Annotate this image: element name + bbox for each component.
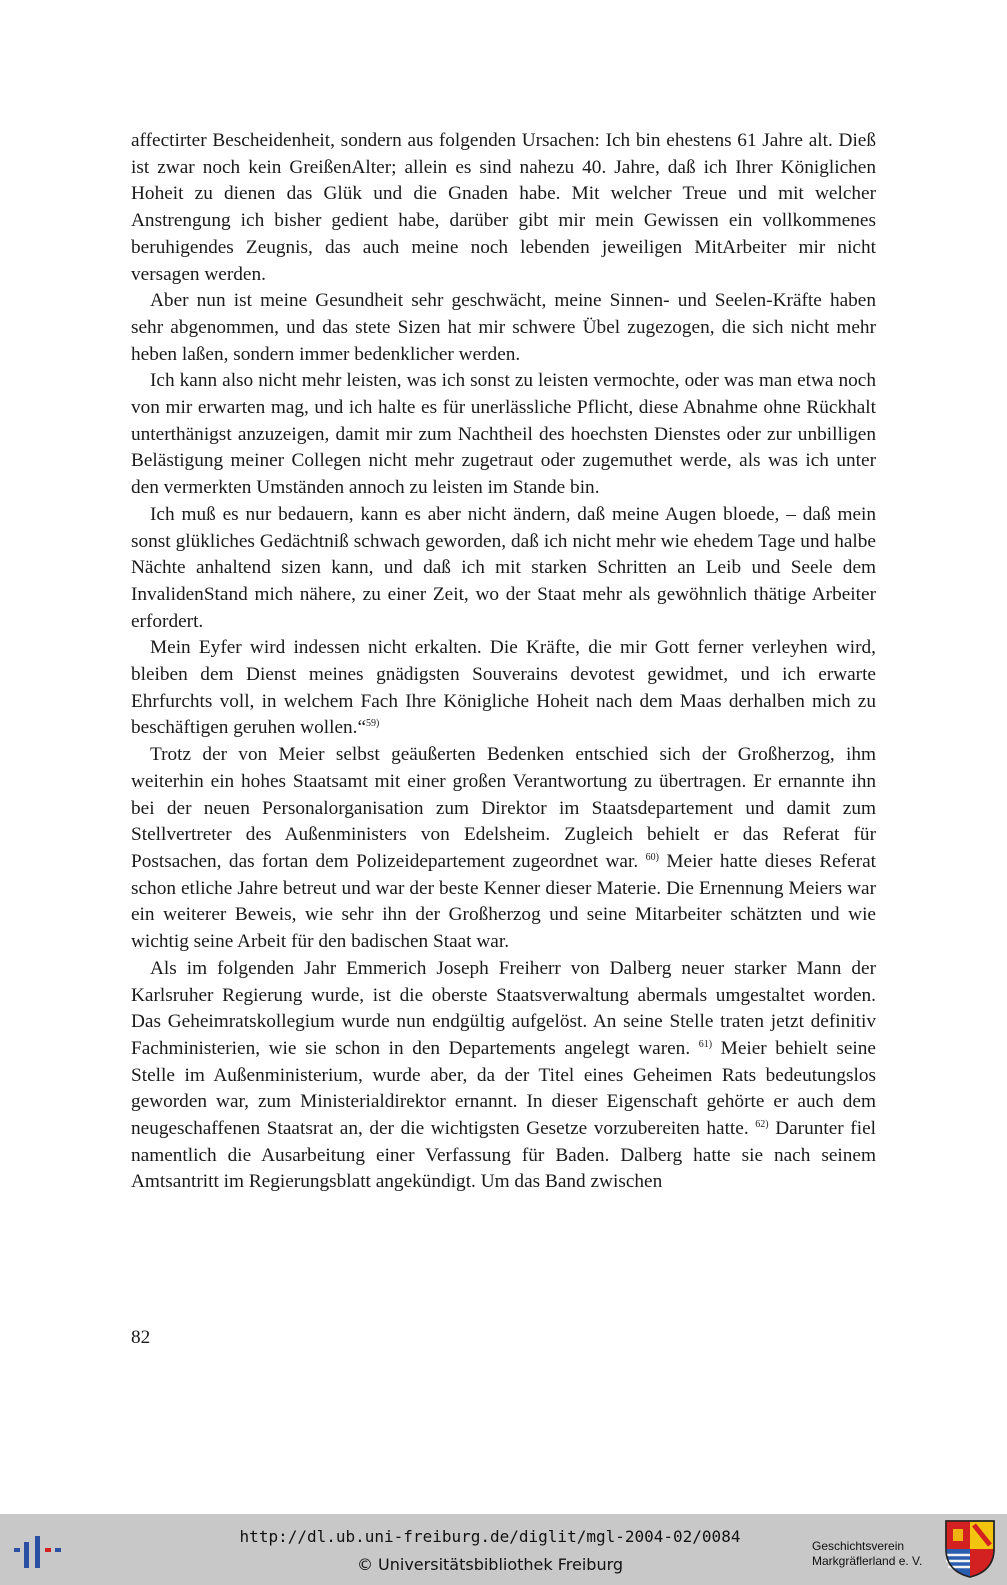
footnote-ref-59: 59) — [366, 718, 380, 730]
quote-paragraph-4 — [131, 502, 876, 636]
paragraph-text: Ich kann also nicht mehr leisten, was ich sonst zu leisten vermochte, oder was man etwa noch von mir erwarten mag, und ich halte es für unerlässliche Pflicht, diese Abnahme ohne Rückhalt unterthänigst anzuzeigen, damit mir zum Nachtheil des hoechsten Dienstes oder zur unbilligen Belästigung meiner Collegen nicht mehr zugetraut oder zugemuthet werde, als was ich unter den vermerkten Umständen annoch zu leisten im Stande bin. — [131, 370, 876, 499]
footnote-ref-61: 61) — [698, 1038, 713, 1050]
paragraph-text: Ich muß es nur bedauern, kann es aber nicht ändern, daß meine Augen bloede, – daß mein sonst glükliches Gedächtniß schwach geworden, daß ich nicht mehr wie ehedem Tage und halbe Nächte anhaltend sizen kann, und daß ich mit starken Schritten an Leib und Seele dem InvalidenStand mich nähere, zu einer Zeit, wo der Staat mehr als gewöhnlich thätige Arbeiter erfordert. — [131, 503, 876, 632]
quote-paragraph-5 — [131, 635, 876, 742]
paragraph-text: Als im folgenden Jahr Emmerich Joseph Freiherr von Dalberg neuer starker Mann der Karlsruher Regierung wurde, ist die oberste Staatsverwaltung abermals umgestaltet worden. Das Geheimratskollegium wurde nun endgültig aufgelöst. An seine Stelle traten jetzt definitiv Fachministerien, wie sie schon in den Departements angelegt waren. — [131, 957, 876, 1059]
page-number: 82 — [131, 1327, 151, 1348]
body-paragraph-7 — [131, 956, 876, 1196]
footnote-ref-60: 60) — [645, 851, 659, 863]
paragraph-text: Aber nun ist meine Gesundheit sehr geschwächt, meine Sinnen- und Seelen-Kräfte haben sehr abgenommen, und das stete Sizen hat mir schwere Übel zugezogen, die sich nicht mehr heben laßen, sondern immer bedenklicher werden. — [131, 290, 876, 365]
society-name-line: Markgräflerland e. V. — [812, 1554, 923, 1568]
paragraph-text: Trotz der von Meier selbst geäußerten Bedenken entschied sich der Großherzog, ihm weiterhin ein hohes Staatsamt mit einer großen Verantwortung zu übertragen. Er ernannte ihn bei der neuen Personalorganisation zum Direktor im Staatsdepartement und damit zum Stellvertreter des Außenministers von Edelsheim. Zugleich behielt er das Referat für Postsachen, das fortan dem Polizeidepartement zugeordnet war. — [131, 744, 876, 872]
footer-bar — [0, 1514, 1007, 1585]
footnote-ref-62: 62) — [755, 1119, 769, 1131]
paragraph-text: affectirter Bescheidenheit, sondern aus folgenden Ursachen: Ich bin ehestens 61 Jahre alt. Dieß ist zwar noch kein GreißenAlter; allein es sind nahezu 40. Jahre, daß ich Ihrer Königlichen Hoheit zu dienen das Glük und die Gnaden habe. Mit welcher Treue und mit welcher Anstrengung ich bisher gedient habe, darüber gibt mir mein Gewissen ein vollkommenes beruhigendes Zeugnis, das auch meine noch lebenden jeweiligen MitArbeiter mir nicht versagen werden. — [131, 130, 876, 285]
paragraph-text: Meier behielt seine Stelle im Außenministerium, wurde aber, da der Titel eines Geheimen Rats bedeutungslos geworden war, zum Ministerialdirektor ernannt. In dieser Eigenschaft gehörte er auch dem neugeschaffenen Staatsrat an, der die wichtigsten Gesetze vorzubereiten hatte. — [131, 1037, 876, 1140]
paragraph-text: Darunter fiel namentlich die Ausarbeitung einer Verfassung für Baden. Dalberg hatte sie nach seinem Amtsantritt im Regierungsblatt angekündigt. Um das Band zwischen — [131, 1118, 876, 1193]
body-paragraph-6 — [131, 742, 876, 956]
document-url-link[interactable]: http://dl.ub.uni-freiburg.de/diglit/mgl-2004-02/0084 — [239, 1527, 741, 1546]
paragraph-text: Meier hatte dieses Referat schon etliche Jahre betreut und war der beste Kenner dieser Materie. Die Ernennung Meiers war ein weiterer Beweis, wie sehr ihn der Großherzog und seine Mitarbeiter schätzten und wie wichtig seine Arbeit für den badischen Staat war. — [131, 850, 877, 953]
quote-paragraph-2 — [131, 288, 876, 368]
page-body — [131, 128, 876, 1196]
society-name — [812, 1539, 942, 1569]
copyright-notice: © Universitätsbibliothek Freiburg — [356, 1555, 624, 1574]
society-name-line: Geschichtsverein — [812, 1539, 905, 1553]
quote-paragraph-1 — [131, 128, 876, 288]
ub-freiburg-logo-icon[interactable] — [14, 1534, 62, 1570]
quote-paragraph-3 — [131, 368, 876, 502]
paragraph-text: Mein Eyfer wird indessen nicht erkalten. Die Kräfte, die mir Gott ferner verleyhen wird, bleiben dem Dienst meines gnädigsten Souverains devotest gewidmet, und ich erwarte Ehrfurchts voll, in welchem Fach Ihre Königliche Hoheit nach dem Maas derhalben mich zu beschäftigen geruhen wollen.“ — [131, 637, 876, 739]
coat-of-arms-icon — [944, 1519, 996, 1579]
